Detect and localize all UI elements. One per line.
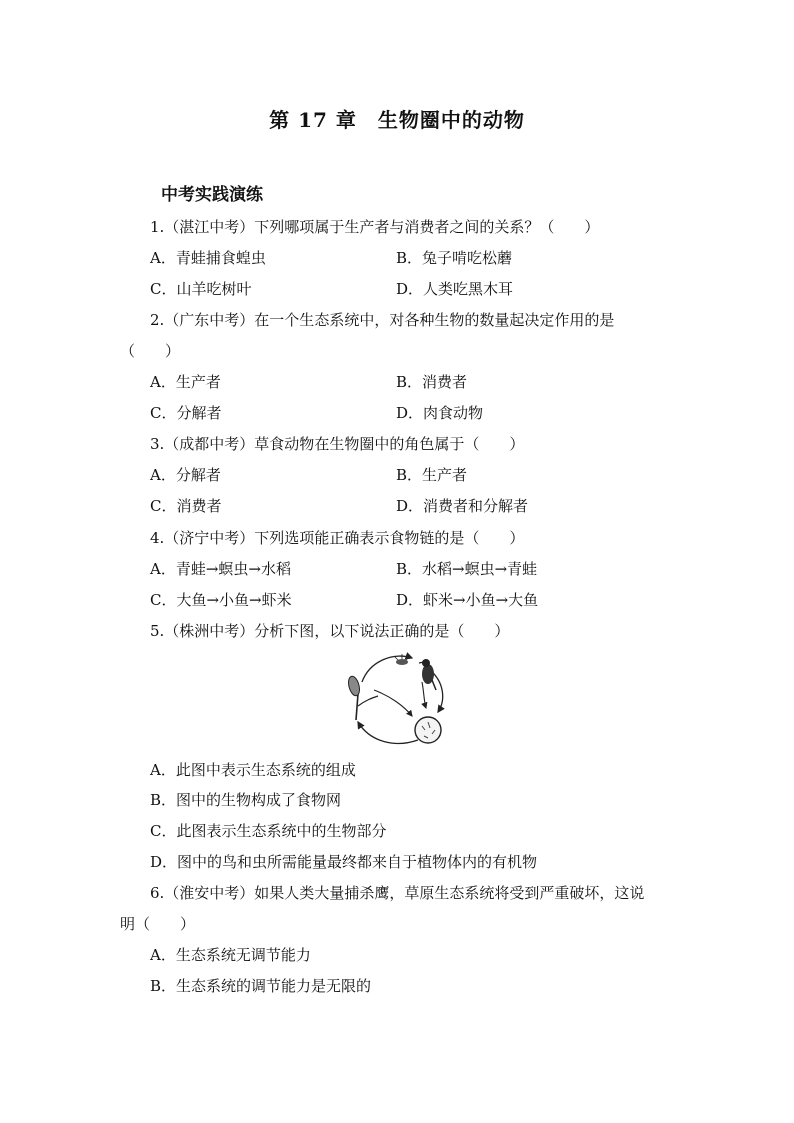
question-4-stem: 4.（济宁中考）下列选项能正确表示食物链的是（ ） — [150, 529, 525, 547]
question-3-option-a: A．分解者 — [150, 466, 221, 484]
question-5-option-c: C．此图表示生态系统中的生物部分 — [150, 822, 387, 840]
question-4-option-b: B．水稻→螟虫→青蛙 — [396, 560, 538, 578]
question-2-stem: 2.（广东中考）在一个生态系统中，对各种生物的数量起决定作用的是 — [150, 311, 615, 329]
ecosystem-cycle-figure — [340, 650, 452, 748]
question-5-stem: 5.（株洲中考）分析下图，以下说法正确的是（ ） — [150, 622, 510, 640]
question-5-option-d: D．图中的鸟和虫所需能量最终都来自于植物体内的有机物 — [150, 853, 538, 871]
question-2-option-c: C．分解者 — [150, 404, 222, 422]
question-5-option-a: A．此图中表示生态系统的组成 — [150, 761, 356, 779]
question-2-option-a: A．生产者 — [150, 373, 221, 391]
question-2-option-b: B．消费者 — [396, 373, 468, 391]
question-3-option-d: D．消费者和分解者 — [396, 497, 529, 515]
question-4-option-c: C．大鱼→小鱼→虾米 — [150, 591, 292, 609]
question-6-stem-continued: 明（ ） — [120, 915, 196, 933]
bird-icon — [419, 659, 436, 690]
question-1-option-c: C．山羊吃树叶 — [150, 280, 252, 298]
question-1-stem: 1.（湛江中考）下列哪项属于生产者与消费者之间的关系？（ ） — [150, 218, 600, 236]
section-title: 中考实践演练 — [161, 185, 263, 205]
question-4-option-d: D．虾米→小鱼→大鱼 — [396, 591, 539, 609]
question-2-option-d: D．肉食动物 — [396, 404, 484, 422]
question-6-option-a: A．生态系统无调节能力 — [150, 946, 311, 964]
question-1-option-b: B．兔子啃吃松蘑 — [396, 249, 513, 267]
page-title: 第 17 章 生物圈中的动物 — [269, 108, 525, 132]
question-2-stem-continued: （ ） — [120, 342, 181, 360]
question-1-option-d: D．人类吃黑木耳 — [396, 280, 514, 298]
decomposer-soil-icon — [415, 717, 441, 743]
question-6-option-b: B．生态系统的调节能力是无限的 — [150, 977, 372, 995]
question-6-stem: 6.（淮安中考）如果人类大量捕杀鹰，草原生态系统将受到严重破坏，这说 — [150, 884, 645, 902]
question-4-option-a: A．青蛙→螟虫→水稻 — [150, 560, 291, 578]
question-3-stem: 3.（成都中考）草食动物在生物圈中的角色属于（ ） — [150, 435, 525, 453]
question-1-option-a: A．青蛙捕食蝗虫 — [150, 249, 266, 267]
question-3-option-c: C．消费者 — [150, 497, 222, 515]
question-3-option-b: B．生产者 — [396, 466, 468, 484]
question-5-option-b: B．图中的生物构成了食物网 — [150, 791, 342, 809]
